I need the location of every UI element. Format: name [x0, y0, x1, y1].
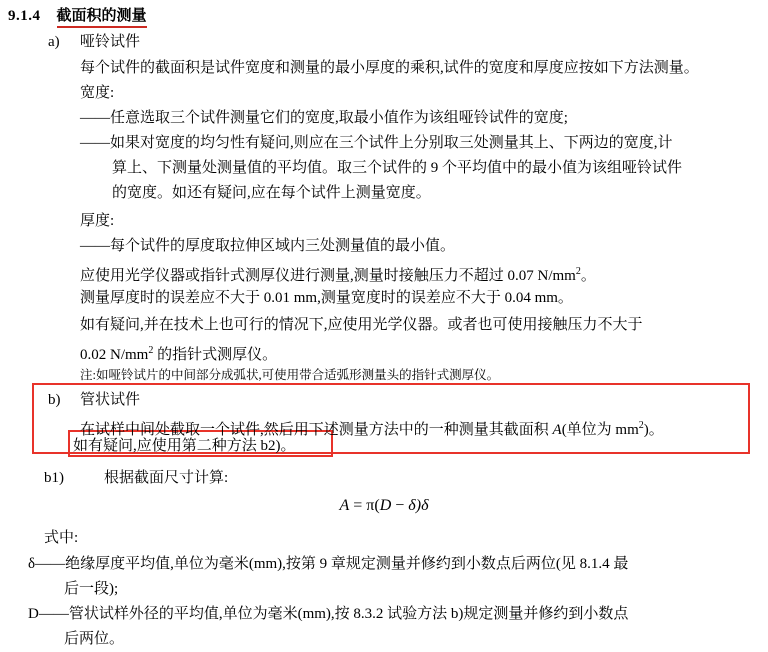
doubt-pressure-superscript: 2: [148, 345, 154, 356]
formula-A: A: [339, 497, 350, 514]
heading-title: 截面积的测量: [57, 4, 147, 28]
symbol-D-line-1: D——管状试样外径的平均值,单位为毫米(mm),按 8.3.2 试验方法 b)规定测量并修约到小数点: [28, 606, 629, 622]
where-label: 式中:: [44, 530, 79, 546]
measuring-instrument-paragraph: [80, 259, 768, 289]
symbol-delta-line-1: δ——绝缘厚度平均值,单位为毫米(mm),按第 9 章规定测量并修约到小数点后两位(见 8.1.4 最: [28, 556, 629, 572]
formula-cross-section: [0, 497, 768, 515]
section-b1-marker: b1): [44, 470, 64, 486]
formula-equals: =: [353, 497, 363, 514]
measuring-instrument-text-pre: 应使用光学仪器或指针式测厚仪进行测量,测量时接触压力不超过 0.07 N/mm: [80, 268, 576, 284]
page-heading: [8, 4, 147, 28]
width-dash-1: ——任意选取三个试件测量它们的宽度,取最小值作为该组哑铃试件的宽度;: [80, 110, 568, 126]
section-b-text-post: )。: [643, 422, 664, 438]
section-b-text-mid: (单位为 mm: [561, 422, 639, 438]
thickness-label: 厚度:: [80, 213, 115, 229]
doubt-pressure-value: 0.02 N/mm: [80, 347, 149, 363]
section-b1-title: 根据截面尺寸计算:: [104, 470, 229, 486]
symbol-D-line-2: 后两位。: [64, 631, 125, 647]
section-b-marker: b): [48, 392, 61, 408]
tolerance-paragraph: 测量厚度时的误差应不大于 0.01 mm,测量宽度时的误差应不大于 0.04 mm。: [80, 290, 573, 306]
formula-delta-factor: δ: [421, 497, 429, 514]
formula-minus: −: [395, 497, 405, 514]
measuring-instrument-text-post: 。: [580, 268, 596, 284]
doubt-paragraph-line-2: [80, 338, 768, 368]
section-b-title: 管状试件: [80, 392, 141, 408]
doubt-pressure-post: 的指针式测厚仪。: [153, 347, 278, 363]
thickness-dash-1: ——每个试件的厚度取拉伸区域内三处测量值的最小值。: [80, 238, 456, 254]
section-a-paragraph-1: 每个试件的截面积是试件宽度和测量的最小厚度的乘积,试件的宽度和厚度应按如下方法测量。: [80, 60, 699, 76]
formula-pi-open: π(: [366, 497, 380, 514]
width-dash-2-line-1: ——如果对宽度的均匀性有疑问,则应在三个试件上分别取三处测量其上、下两边的宽度,计: [80, 135, 673, 151]
section-b-superscript: 2: [638, 420, 644, 431]
note-arc-thickness-gauge: 注:如哑铃试片的中间部分成弧状,可使用带合适弧形测量头的指针式测厚仪。: [80, 368, 500, 382]
section-b-variable-A: A: [552, 422, 562, 438]
measuring-instrument-superscript: 2: [575, 266, 581, 277]
section-a-marker: a): [48, 34, 60, 50]
width-label: 宽度:: [80, 85, 115, 101]
symbol-delta-line-2: 后一段);: [64, 581, 119, 597]
formula-delta-close: δ): [408, 497, 422, 514]
formula-D: D: [379, 497, 392, 514]
heading-number: 9.1.4: [8, 8, 41, 24]
section-a-title: 哑铃试件: [80, 34, 141, 50]
section-b-paragraph-2: 如有疑问,应使用第二种方法 b2)。: [73, 438, 296, 454]
width-dash-2-line-2: 算上、下测量处测量值的平均值。取三个试件的 9 个平均值中的最小值为该组哑铃试件: [112, 160, 683, 176]
section-b-text-pre: 在试样中间处截取一个试件,然后用下述测量方法中的一种测量其截面积: [80, 422, 553, 438]
width-dash-2-line-3: 的宽度。如还有疑问,应在每个试件上测量宽度。: [112, 185, 431, 201]
doubt-paragraph-line-1: 如有疑问,并在技术上也可行的情况下,应使用光学仪器。或者也可使用接触压力不大于: [80, 317, 643, 333]
